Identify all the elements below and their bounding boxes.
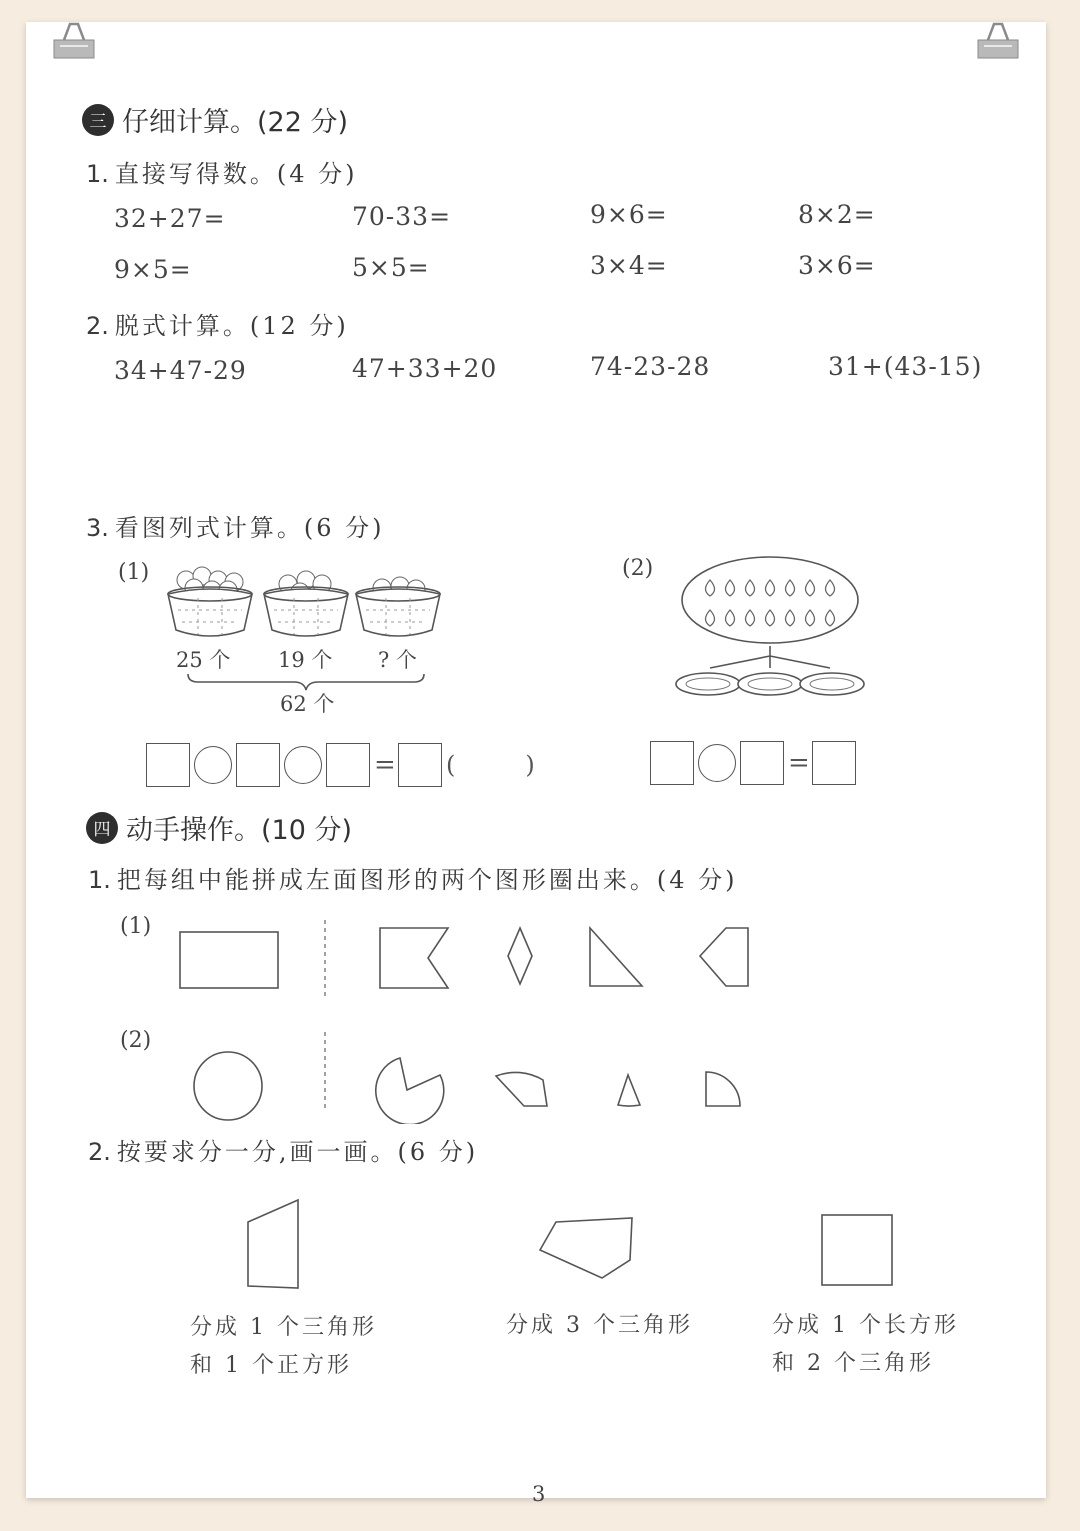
basket-icon [168, 567, 252, 636]
pentagon-shape [534, 1212, 646, 1284]
operator-circle[interactable] [194, 746, 232, 784]
instruction-caption: 分成 3 个三角形 [506, 1313, 693, 1338]
question-text: 把每组中能拼成左面图形的两个图形圈出来。(4 分) [116, 866, 738, 894]
question-text: 直接写得数。(4 分) [114, 160, 358, 188]
section-3-title: 仔细计算。(22 分) [122, 107, 349, 138]
answer-box[interactable] [146, 743, 190, 787]
step-calc-item: 31+(43-15) [828, 352, 983, 381]
answer-box[interactable] [812, 741, 856, 785]
unit-paren-close: ) [525, 751, 535, 779]
shapes-row-1 [166, 914, 766, 998]
section-3-heading [82, 100, 348, 139]
oral-calc-item: 3×4= [590, 251, 668, 280]
operator-circle[interactable] [284, 746, 322, 784]
question-number: 2. [86, 312, 109, 340]
question-text: 按要求分一分,画一画。(6 分) [116, 1138, 479, 1166]
option-shape [618, 1075, 640, 1106]
option-shape [706, 1072, 740, 1106]
answer-box-row-1 [146, 743, 535, 787]
question-3-2 [86, 306, 349, 341]
basket-count: 25 个 [176, 648, 231, 672]
basket-icon [264, 571, 348, 636]
part-label: (1) [118, 560, 150, 585]
binder-clip-icon [976, 22, 1020, 66]
oral-calc-item: 5×5= [352, 253, 430, 282]
total-count: 62 个 [280, 692, 335, 716]
section-4-title: 动手操作。(10 分) [126, 815, 353, 846]
section-4-heading [86, 808, 352, 847]
oral-calc-item: 3×6= [798, 251, 876, 280]
equals-sign: = [374, 750, 396, 780]
target-rectangle [180, 932, 278, 988]
section-3-badge: 三 [82, 104, 114, 136]
basket-icon [356, 577, 440, 636]
binder-clip-icon [52, 22, 96, 66]
operator-circle[interactable] [698, 744, 736, 782]
question-4-2 [88, 1132, 478, 1167]
section-4-badge: 四 [86, 812, 118, 844]
option-shape [590, 928, 642, 986]
question-text: 看图列式计算。(6 分) [114, 514, 385, 542]
question-4-1 [88, 860, 738, 895]
worksheet-page [26, 22, 1046, 1506]
answer-box[interactable] [650, 741, 694, 785]
equals-sign: = [788, 748, 810, 778]
oral-calc-item: 9×6= [590, 200, 668, 229]
instruction-caption: 分成 1 个长方形 [772, 1313, 959, 1338]
question-text: 脱式计算。(12 分) [114, 312, 349, 340]
question-3-3 [86, 508, 385, 543]
unit-paren-open: ( [446, 751, 456, 779]
oral-calc-item: 9×5= [114, 255, 192, 284]
part-label: (2) [622, 556, 654, 581]
shapes-row-2 [166, 1028, 766, 1124]
instruction-caption: 分成 1 个三角形 [190, 1315, 377, 1340]
target-circle [194, 1052, 262, 1120]
fruit-baskets-illustration [164, 562, 444, 642]
answer-box[interactable] [740, 741, 784, 785]
page-number: 3 [532, 1482, 546, 1506]
question-number: 2. [88, 1138, 111, 1166]
oral-calc-item: 32+27= [114, 204, 226, 233]
question-number: 1. [88, 866, 111, 894]
oral-calc-item: 8×2= [798, 200, 876, 229]
basket-count: 19 个 [278, 648, 333, 672]
step-calc-item: 74-23-28 [590, 352, 711, 381]
option-shape [700, 928, 748, 986]
option-shape [376, 1058, 444, 1124]
oral-calc-item: 70-33= [352, 202, 452, 231]
step-calc-item: 34+47-29 [114, 356, 247, 385]
trapezoid-shape [240, 1196, 310, 1292]
question-number: 1. [86, 160, 109, 188]
step-calc-item: 47+33+20 [352, 354, 498, 383]
option-shape [496, 1072, 547, 1106]
answer-box[interactable] [236, 743, 280, 787]
square-shape [818, 1212, 894, 1288]
question-number: 3. [86, 514, 109, 542]
pears-plates-illustration [672, 556, 872, 698]
part-label: (2) [120, 1028, 152, 1053]
question-3-1 [86, 154, 358, 189]
answer-box-row-2 [650, 741, 856, 785]
answer-box[interactable] [326, 743, 370, 787]
instruction-caption: 和 2 个三角形 [772, 1351, 934, 1376]
option-shape [380, 928, 448, 988]
part-label: (1) [120, 914, 152, 939]
answer-box[interactable] [398, 743, 442, 787]
basket-count: ? 个 [378, 648, 417, 672]
option-shape [508, 928, 532, 984]
instruction-caption: 和 1 个正方形 [190, 1353, 352, 1378]
